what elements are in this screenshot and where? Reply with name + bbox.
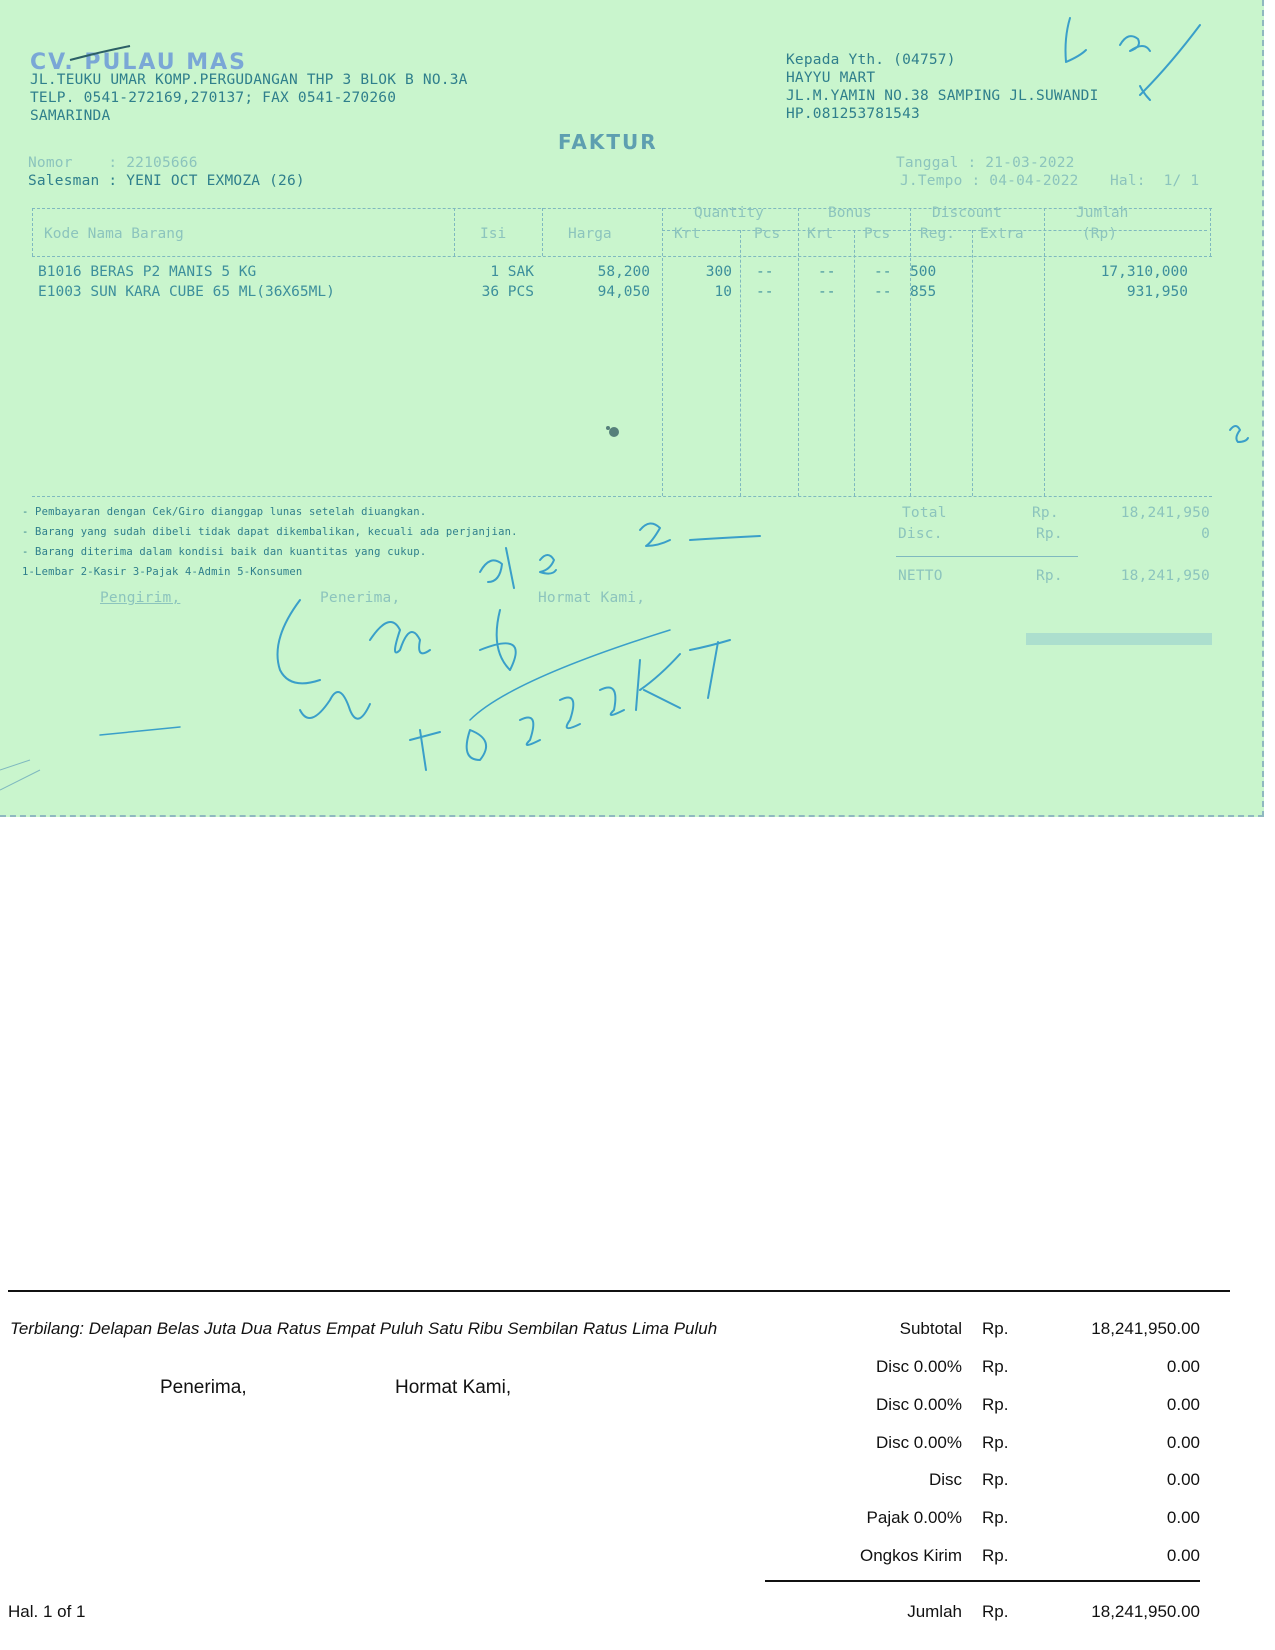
tax-label: Pajak 0.00%	[866, 1508, 962, 1527]
disc-label: Disc.	[898, 526, 943, 542]
company-address: JL.TEUKU UMAR KOMP.PERGUDANGAN THP 3 BLOK B NO.3A	[30, 72, 468, 88]
handwritten-mark-icon	[1066, 18, 1087, 62]
item-bonus-krt: --	[818, 284, 836, 300]
company-city: SAMARINDA	[30, 108, 111, 124]
sign-pengirim: Pengirim,	[100, 590, 181, 606]
item-isi: 36 PCS	[481, 284, 534, 300]
discount-value: 0.00	[1166, 1470, 1200, 1489]
item-bonus-krt: --	[818, 264, 836, 280]
sign-hormat: Hormat Kami,	[538, 590, 646, 606]
total-label: Total	[902, 505, 947, 521]
item-harga: 94,050	[597, 284, 650, 300]
note-line: - Barang diterima dalam kondisi baik dan kuantitas yang cukup.	[22, 546, 427, 558]
col-kode-nama: Kode Nama Barang	[44, 226, 184, 242]
company-name: CV. PULAU MAS	[30, 50, 247, 75]
discount-label: Disc 0.00%	[876, 1395, 962, 1414]
item-jumlah: 931,950	[1126, 284, 1188, 300]
grand-total-currency: Rp.	[982, 1602, 1009, 1621]
grand-total-label: Jumlah	[907, 1602, 962, 1621]
recipient-address: JL.M.YAMIN NO.38 SAMPING JL.SUWANDI	[786, 88, 1099, 104]
recipient-label: Kepada Yth. (04757)	[786, 52, 956, 68]
footer-hormat: Hormat Kami,	[395, 1377, 512, 1398]
netto-label: NETTO	[898, 568, 943, 584]
col-disc-extra: Extra	[980, 226, 1024, 242]
tax-currency: Rp.	[982, 1508, 1009, 1527]
tax-value: 0.00	[1166, 1508, 1200, 1527]
item-qty-pcs: --	[756, 264, 774, 280]
terbilang: Terbilang: Delapan Belas Juta Dua Ratus Empat Puluh Satu Ribu Sembilan Ratus Lima Puluh	[10, 1319, 718, 1338]
item-disc-reg: 855	[910, 284, 937, 300]
grand-total-value: 18,241,950.00	[1091, 1602, 1200, 1621]
due-date: J.Tempo : 04-04-2022	[900, 173, 1079, 189]
items-table	[32, 205, 1212, 498]
item-bonus-pcs: --	[874, 284, 892, 300]
footer-penerima: Penerima,	[160, 1377, 247, 1398]
discount-label: Disc	[928, 1470, 962, 1489]
note-line: - Pembayaran dengan Cek/Giro dianggap lunas setelah diuangkan.	[22, 506, 427, 518]
item-name: E1003 SUN KARA CUBE 65 ML(36X65ML)	[38, 284, 335, 300]
col-jumlah: Jumlah	[1076, 205, 1129, 221]
shipping-value: 0.00	[1166, 1546, 1200, 1565]
recipient-phone: HP.081253781543	[786, 106, 920, 122]
scanned-invoice	[0, 0, 1264, 817]
item-bonus-pcs: --	[874, 264, 892, 280]
invoice-date: Tanggal : 21-03-2022	[896, 155, 1075, 171]
col-disc-reg: Reg.	[920, 226, 955, 242]
item-disc-reg: 500	[910, 264, 937, 280]
item-name: B1016 BERAS P2 MANIS 5 KG	[38, 264, 257, 280]
netto-value: 18,241,950	[1120, 568, 1210, 584]
total-currency: Rp.	[1032, 505, 1059, 521]
shipping-currency: Rp.	[982, 1546, 1009, 1565]
col-bonus-pcs: Pcs	[864, 226, 891, 242]
discount-label: Disc 0.00%	[876, 1433, 962, 1452]
note-line: - Barang yang sudah dibeli tidak dapat dikembalikan, kecuali ada perjanjian.	[22, 526, 518, 538]
recipient-name: HAYYU MART	[786, 70, 876, 86]
salesman: Salesman : YENI OCT EXMOZA (26)	[28, 173, 305, 189]
item-qty-krt: 300	[705, 264, 732, 280]
printed-footer	[0, 1290, 1275, 1650]
company-phone: TELP. 0541-272169,270137; FAX 0541-270260	[30, 90, 397, 106]
page-indicator: Hal: 1/ 1	[1110, 173, 1200, 189]
item-jumlah: 17,310,000	[1100, 264, 1188, 280]
shipping-label: Ongkos Kirim	[859, 1546, 962, 1565]
col-isi: Isi	[480, 226, 507, 242]
subtotal-label: Subtotal	[899, 1319, 962, 1338]
discount-value: 0.00	[1166, 1395, 1200, 1414]
item-qty-pcs: --	[756, 284, 774, 300]
discount-currency: Rp.	[982, 1395, 1009, 1414]
total-value: 18,241,950	[1120, 505, 1210, 521]
netto-currency: Rp.	[1036, 568, 1063, 584]
col-bonus: Bonus	[828, 205, 872, 221]
item-isi: 1 SAK	[490, 264, 534, 280]
col-qty-pcs: Pcs	[754, 226, 781, 242]
invoice-title: FAKTUR	[558, 130, 658, 154]
col-harga: Harga	[568, 226, 612, 242]
item-qty-krt: 10	[714, 284, 732, 300]
col-bonus-krt: Krt	[807, 226, 834, 242]
item-harga: 58,200	[597, 264, 650, 280]
disc-value: 0	[1201, 526, 1210, 542]
discount-currency: Rp.	[982, 1357, 1009, 1376]
col-discount: Discount	[932, 205, 1002, 221]
discount-label: Disc 0.00%	[876, 1357, 962, 1376]
invoice-number: Nomor : 22105666	[28, 155, 198, 171]
discount-value: 0.00	[1166, 1357, 1200, 1376]
subtotal-currency: Rp.	[982, 1319, 1009, 1338]
sign-penerima: Penerima,	[320, 590, 401, 606]
col-quantity: Quantity	[694, 205, 764, 221]
page-number: Hal. 1 of 1	[8, 1602, 86, 1621]
disc-currency: Rp.	[1036, 526, 1063, 542]
subtotal-value: 18,241,950.00	[1091, 1319, 1200, 1338]
col-jumlah-unit: (Rp)	[1082, 226, 1117, 242]
col-qty-krt: Krt	[674, 226, 701, 242]
note-line: 1-Lembar 2-Kasir 3-Pajak 4-Admin 5-Konsumen	[22, 566, 303, 578]
discount-currency: Rp.	[982, 1470, 1009, 1489]
discount-value: 0.00	[1166, 1433, 1200, 1452]
discount-currency: Rp.	[982, 1433, 1009, 1452]
